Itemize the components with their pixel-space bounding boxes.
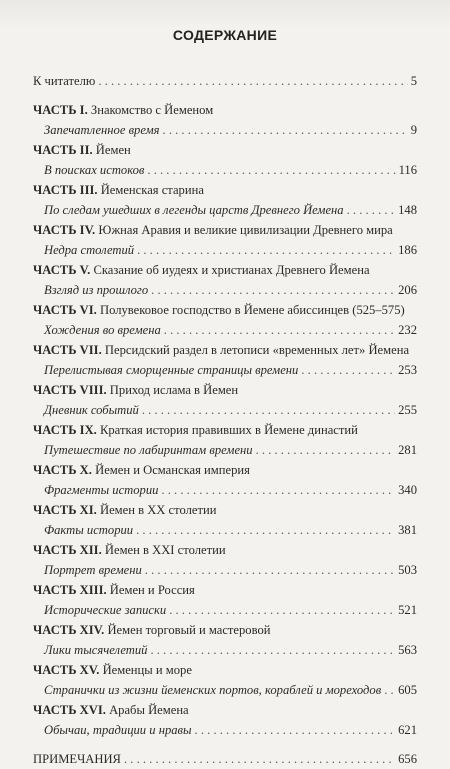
part-number: ЧАСТЬ XIII.	[33, 583, 107, 597]
part-subtitle: Перелистывая сморщенные страницы времени	[44, 363, 299, 377]
dot-leader	[151, 280, 395, 300]
toc-page-number: 5	[410, 74, 417, 88]
toc-page-number: 381	[398, 523, 417, 537]
toc-page-number: 253	[398, 363, 417, 377]
part-subtitle: Исторические записки	[44, 603, 167, 617]
part-title: Южная Аравия и великие цивилизации Древнего мира	[98, 223, 393, 237]
toc-part-subtitle-entry	[33, 480, 417, 500]
dot-leader	[150, 640, 395, 660]
part-subtitle: Портрет времени	[44, 563, 142, 577]
toc-entry-label: ПРИМЕЧАНИЯ	[33, 752, 121, 766]
part-number: ЧАСТЬ IV.	[33, 223, 96, 237]
toc-part-heading	[33, 460, 417, 480]
toc-page-number: 621	[398, 723, 417, 737]
table-of-contents	[33, 71, 417, 769]
part-subtitle: Факты истории	[44, 523, 134, 537]
part-subtitle: Обычаи, традиции и нравы	[44, 723, 192, 737]
dot-leader	[136, 520, 395, 540]
toc-part-heading	[33, 580, 417, 600]
toc-part-heading	[33, 620, 417, 640]
part-number: ЧАСТЬ XIV.	[33, 623, 105, 637]
part-title: Йемен и Османская империя	[95, 463, 250, 477]
toc-page-number: 281	[398, 443, 417, 457]
toc-part-heading	[33, 540, 417, 560]
dot-leader	[384, 680, 395, 700]
toc-page-number: 9	[410, 123, 417, 137]
toc-part-subtitle-entry	[33, 680, 417, 700]
toc-page-number: 148	[398, 203, 417, 217]
toc-part-heading	[33, 380, 417, 400]
part-title: Приход ислама в Йемен	[109, 383, 239, 397]
part-number: ЧАСТЬ XI.	[33, 503, 97, 517]
toc-page-number: 232	[398, 323, 417, 337]
toc-part-subtitle-entry	[33, 600, 417, 620]
toc-part-subtitle-entry	[33, 320, 417, 340]
part-title: Персидский раздел в летописи «временных лет» Йемена	[104, 343, 410, 357]
toc-page-number: 116	[398, 163, 417, 177]
part-number: ЧАСТЬ VIII.	[33, 383, 107, 397]
toc-part-heading	[33, 700, 417, 720]
dot-leader	[161, 480, 395, 500]
part-title: Йеменцы и море	[102, 663, 192, 677]
page-title: СОДЕРЖАНИЕ	[172, 27, 278, 43]
toc-page-number: 656	[398, 752, 417, 766]
toc-entry-notes	[33, 749, 417, 769]
toc-page-number: 605	[398, 683, 417, 697]
part-title: Йемен в XXI столетии	[104, 543, 226, 557]
part-subtitle: Странички из жизни йеменских портов, кораблей и мореходов	[44, 683, 382, 697]
part-title: Йемен торговый и мастеровой	[107, 623, 271, 637]
toc-part-subtitle-entry	[33, 360, 417, 380]
toc-page-number: 521	[398, 603, 417, 617]
part-number: ЧАСТЬ VI.	[33, 303, 97, 317]
toc-part-subtitle-entry	[33, 440, 417, 460]
dot-leader	[142, 400, 395, 420]
part-number: ЧАСТЬ II.	[33, 143, 93, 157]
part-title: Сказание об иудеях и христианах Древнего Йемена	[93, 263, 370, 277]
toc-part-heading	[33, 140, 417, 160]
part-title: Знакомство с Йеменом	[90, 103, 214, 117]
toc-page-number: 186	[398, 243, 417, 257]
part-number: ЧАСТЬ IX.	[33, 423, 97, 437]
toc-page-number: 340	[398, 483, 417, 497]
part-number: ЧАСТЬ III.	[33, 183, 98, 197]
part-number: ЧАСТЬ VII.	[33, 343, 102, 357]
toc-part-subtitle-entry	[33, 160, 417, 180]
part-subtitle: Взгляд из прошлого	[44, 283, 149, 297]
dot-leader	[163, 120, 408, 140]
part-number: ЧАСТЬ XII.	[33, 543, 102, 557]
toc-part-subtitle-entry	[33, 560, 417, 580]
toc-part-subtitle-entry	[33, 280, 417, 300]
toc-part-heading	[33, 220, 417, 240]
toc-part-heading	[33, 180, 417, 200]
dot-leader	[256, 440, 396, 460]
toc-part-subtitle-entry	[33, 240, 417, 260]
dot-leader	[137, 240, 395, 260]
part-title: Йеменская старина	[100, 183, 204, 197]
toc-part-heading	[33, 500, 417, 520]
toc-part-subtitle-entry	[33, 640, 417, 660]
part-subtitle: По следам ушедших в легенды царств Древнего Йемена	[44, 203, 344, 217]
part-title: Полувековое господство в Йемене абиссинцев (525–575)	[99, 303, 405, 317]
toc-part-subtitle-entry	[33, 120, 417, 140]
dot-leader	[147, 160, 395, 180]
toc-entry-label: К читателю	[33, 74, 96, 88]
toc-part-heading	[33, 300, 417, 320]
toc-page-number: 206	[398, 283, 417, 297]
part-subtitle: Лики тысячелетий	[44, 643, 148, 657]
part-subtitle: Путешествие по лабиринтам времени	[44, 443, 253, 457]
part-subtitle: Дневник событий	[44, 403, 139, 417]
toc-part-subtitle-entry	[33, 720, 417, 740]
part-title: Йемен и Россия	[109, 583, 195, 597]
part-title: Арабы Йемена	[109, 703, 189, 717]
dot-leader	[347, 200, 396, 220]
dot-leader	[145, 560, 395, 580]
part-number: ЧАСТЬ XV.	[33, 663, 100, 677]
toc-parts-list	[33, 100, 417, 740]
toc-page-number: 255	[398, 403, 417, 417]
part-subtitle: Запечатленное время	[44, 123, 160, 137]
toc-part-heading	[33, 260, 417, 280]
dot-leader	[98, 71, 407, 91]
part-title: Йемен в XX столетии	[99, 503, 217, 517]
part-subtitle: В поисках истоков	[44, 163, 145, 177]
part-title: Краткая история правивших в Йемене династий	[99, 423, 358, 437]
toc-part-subtitle-entry	[33, 400, 417, 420]
dot-leader	[301, 360, 395, 380]
toc-part-heading	[33, 340, 417, 360]
dot-leader	[164, 320, 395, 340]
part-number: ЧАСТЬ X.	[33, 463, 92, 477]
part-title: Йемен	[95, 143, 131, 157]
dot-leader	[169, 600, 395, 620]
dot-leader	[124, 749, 395, 769]
toc-part-heading	[33, 100, 417, 120]
dot-leader	[195, 720, 396, 740]
part-number: ЧАСТЬ I.	[33, 103, 88, 117]
part-subtitle: Хождения во времена	[44, 323, 161, 337]
part-subtitle: Фрагменты истории	[44, 483, 159, 497]
toc-part-subtitle-entry	[33, 200, 417, 220]
toc-page-number: 503	[398, 563, 417, 577]
toc-part-subtitle-entry	[33, 520, 417, 540]
toc-entry-intro	[33, 71, 417, 91]
part-number: ЧАСТЬ XVI.	[33, 703, 106, 717]
part-subtitle: Недра столетий	[44, 243, 135, 257]
part-number: ЧАСТЬ V.	[33, 263, 91, 277]
toc-page-number: 563	[398, 643, 417, 657]
toc-part-heading	[33, 420, 417, 440]
toc-part-heading	[33, 660, 417, 680]
